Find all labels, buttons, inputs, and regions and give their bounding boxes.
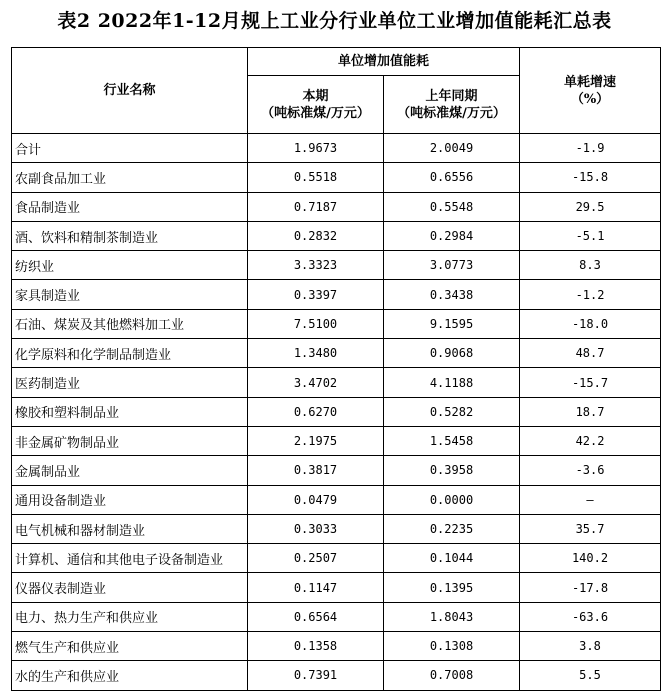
- previous-value-cell: 0.1044: [384, 544, 520, 573]
- current-value-cell: 1.9673: [248, 134, 384, 163]
- table-row: [12, 397, 661, 426]
- previous-value-cell: 0.0000: [384, 485, 520, 514]
- previous-value-cell: 0.5548: [384, 192, 520, 221]
- table-row: [12, 661, 661, 690]
- industry-name-cell: 化学原料和化学制品制造业: [12, 339, 248, 368]
- previous-value-cell: 1.8043: [384, 602, 520, 631]
- current-value-cell: 3.4702: [248, 368, 384, 397]
- current-value-cell: 7.5100: [248, 309, 384, 338]
- growth-rate-cell: -15.7: [520, 368, 661, 397]
- previous-value-cell: 0.7008: [384, 661, 520, 690]
- table-row: [12, 544, 661, 573]
- industry-name-cell: 电气机械和器材制造业: [12, 514, 248, 543]
- table-title: 表2 2022年1-12月规上工业分行业单位工业增加值能耗汇总表: [57, 10, 612, 32]
- current-value-cell: 2.1975: [248, 426, 384, 455]
- previous-value-cell: 0.9068: [384, 339, 520, 368]
- table-row: [12, 221, 661, 250]
- table-row: [12, 192, 661, 221]
- industry-name-cell: 家具制造业: [12, 280, 248, 309]
- growth-rate-cell: -17.8: [520, 573, 661, 602]
- industry-name-cell: 通用设备制造业: [12, 485, 248, 514]
- header-growth-rate: 单耗增速 （%）: [520, 48, 661, 134]
- header-previous-period: 上年同期 （吨标准煤/万元）: [384, 76, 520, 134]
- industry-name-cell: 合计: [12, 134, 248, 163]
- industry-name-cell: 电力、热力生产和供应业: [12, 602, 248, 631]
- growth-rate-cell: 18.7: [520, 397, 661, 426]
- current-value-cell: 0.7391: [248, 661, 384, 690]
- previous-value-cell: 0.3438: [384, 280, 520, 309]
- growth-rate-cell: 35.7: [520, 514, 661, 543]
- industry-name-cell: 燃气生产和供应业: [12, 632, 248, 661]
- table-row: [12, 134, 661, 163]
- current-value-cell: 0.2507: [248, 544, 384, 573]
- previous-value-cell: 9.1595: [384, 309, 520, 338]
- growth-rate-cell: -3.6: [520, 456, 661, 485]
- table-row: [12, 309, 661, 338]
- industry-name-cell: 金属制品业: [12, 456, 248, 485]
- previous-value-cell: 0.1395: [384, 573, 520, 602]
- growth-rate-cell: 140.2: [520, 544, 661, 573]
- growth-rate-cell: 8.3: [520, 251, 661, 280]
- table-row: [12, 280, 661, 309]
- growth-rate-cell: -1.9: [520, 134, 661, 163]
- table-row: [12, 339, 661, 368]
- industry-name-cell: 酒、饮料和精制茶制造业: [12, 221, 248, 250]
- growth-rate-cell: 29.5: [520, 192, 661, 221]
- industry-name-cell: 食品制造业: [12, 192, 248, 221]
- industry-name-cell: 橡胶和塑料制品业: [12, 397, 248, 426]
- current-value-cell: 0.1147: [248, 573, 384, 602]
- table-row: [12, 632, 661, 661]
- growth-rate-cell: 3.8: [520, 632, 661, 661]
- current-value-cell: 0.6270: [248, 397, 384, 426]
- header-industry-name: 行业名称: [12, 48, 248, 134]
- table-row: [12, 485, 661, 514]
- industry-name-cell: 计算机、通信和其他电子设备制造业: [12, 544, 248, 573]
- previous-value-cell: 0.1308: [384, 632, 520, 661]
- growth-rate-cell: -18.0: [520, 309, 661, 338]
- industry-name-cell: 仪器仪表制造业: [12, 573, 248, 602]
- table-row: [12, 602, 661, 631]
- current-value-cell: 0.5518: [248, 163, 384, 192]
- table-row: [12, 426, 661, 455]
- header-current-period: 本期 （吨标准煤/万元）: [248, 76, 384, 134]
- current-value-cell: 0.3033: [248, 514, 384, 543]
- growth-rate-cell: -5.1: [520, 221, 661, 250]
- current-value-cell: 0.7187: [248, 192, 384, 221]
- current-value-cell: 3.3323: [248, 251, 384, 280]
- table-row: [12, 163, 661, 192]
- growth-rate-cell: 5.5: [520, 661, 661, 690]
- growth-rate-cell: —: [520, 485, 661, 514]
- current-value-cell: 0.6564: [248, 602, 384, 631]
- growth-rate-cell: 48.7: [520, 339, 661, 368]
- industry-name-cell: 石油、煤炭及其他燃料加工业: [12, 309, 248, 338]
- table-row: [12, 368, 661, 397]
- table-row: [12, 514, 661, 543]
- previous-value-cell: 0.6556: [384, 163, 520, 192]
- growth-rate-cell: 42.2: [520, 426, 661, 455]
- previous-value-cell: 0.5282: [384, 397, 520, 426]
- previous-value-cell: 0.2984: [384, 221, 520, 250]
- current-value-cell: 0.3397: [248, 280, 384, 309]
- energy-consumption-table: [11, 47, 661, 691]
- current-value-cell: 0.2832: [248, 221, 384, 250]
- current-value-cell: 0.0479: [248, 485, 384, 514]
- header-unit-energy-group: 单位增加值能耗: [248, 48, 520, 76]
- previous-value-cell: 0.3958: [384, 456, 520, 485]
- growth-rate-cell: -63.6: [520, 602, 661, 631]
- current-value-cell: 0.3817: [248, 456, 384, 485]
- table-row: [12, 456, 661, 485]
- previous-value-cell: 2.0049: [384, 134, 520, 163]
- growth-rate-cell: -15.8: [520, 163, 661, 192]
- growth-rate-cell: -1.2: [520, 280, 661, 309]
- industry-name-cell: 医药制造业: [12, 368, 248, 397]
- table-row: [12, 251, 661, 280]
- current-value-cell: 1.3480: [248, 339, 384, 368]
- industry-name-cell: 农副食品加工业: [12, 163, 248, 192]
- industry-name-cell: 水的生产和供应业: [12, 661, 248, 690]
- previous-value-cell: 3.0773: [384, 251, 520, 280]
- industry-name-cell: 纺织业: [12, 251, 248, 280]
- table-row: [12, 573, 661, 602]
- current-value-cell: 0.1358: [248, 632, 384, 661]
- previous-value-cell: 0.2235: [384, 514, 520, 543]
- table-body: [12, 134, 661, 691]
- previous-value-cell: 4.1188: [384, 368, 520, 397]
- previous-value-cell: 1.5458: [384, 426, 520, 455]
- industry-name-cell: 非金属矿物制品业: [12, 426, 248, 455]
